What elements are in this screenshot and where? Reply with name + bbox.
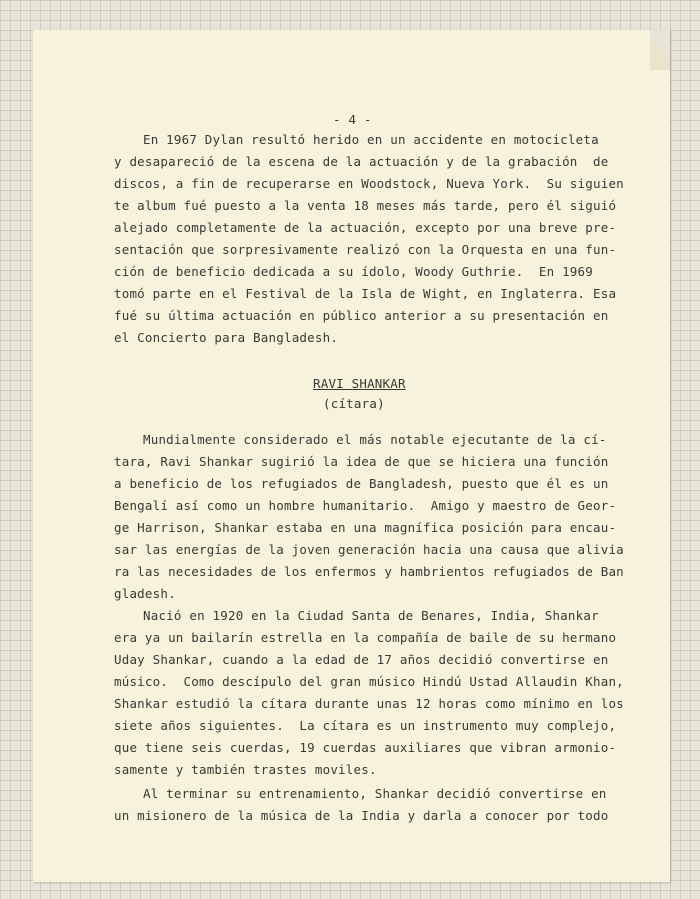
- paragraph-2-line: Bengalí así como un hombre humanitario. Amigo y maestro de Geor-: [114, 498, 617, 513]
- paragraph-1-line: discos, a fin de recuperarse en Woodstock, Nueva York. Su siguien: [114, 176, 624, 191]
- section-title: RAVI SHANKAR: [313, 376, 406, 391]
- document-page: [33, 30, 670, 882]
- paragraph-1-line: sentación que sorpresivamente realizó con la Orquesta en una fun-: [114, 242, 617, 257]
- paragraph-2-line: a beneficio de los refugiados de Bangladesh, puesto que él es un: [114, 476, 609, 491]
- paragraph-2-line: ra las necesidades de los enfermos y hambrientos refugiados de Ban: [114, 564, 624, 579]
- page-corner-fold: [650, 30, 670, 70]
- paragraph-4-line: un misionero de la música de la India y darla a conocer por todo: [114, 808, 609, 823]
- paragraph-3-line: samente y también trastes moviles.: [114, 762, 377, 777]
- page-number: - 4 -: [333, 112, 372, 127]
- paragraph-3-line: Nació en 1920 en la Ciudad Santa de Benares, India, Shankar: [143, 608, 599, 623]
- paragraph-1-line: te album fué puesto a la venta 18 meses más tarde, pero él siguió: [114, 198, 617, 213]
- paragraph-1-line: En 1967 Dylan resultó herido en un accidente en motocicleta: [143, 132, 599, 147]
- section-subtitle: (cítara): [323, 396, 385, 411]
- paragraph-3-line: era ya un bailarín estrella en la compañía de baile de su hermano: [114, 630, 617, 645]
- paragraph-2-line: ge Harrison, Shankar estaba en una magnífica posición para encau-: [114, 520, 617, 535]
- paragraph-2-line: gladesh.: [114, 586, 176, 601]
- paragraph-2-line: sar las energías de la joven generación hacia una causa que alivia: [114, 542, 624, 557]
- paragraph-3-line: siete años siguientes. La cítara es un instrumento muy complejo,: [114, 718, 617, 733]
- paragraph-1-line: alejado completamente de la actuación, excepto por una breve pre-: [114, 220, 617, 235]
- paragraph-2-line: Mundialmente considerado el más notable ejecutante de la cí-: [143, 432, 607, 447]
- paragraph-2-line: tara, Ravi Shankar sugirió la idea de que se hiciera una función: [114, 454, 609, 469]
- paragraph-3-line: que tiene seis cuerdas, 19 cuerdas auxiliares que vibran armonio-: [114, 740, 617, 755]
- paragraph-1-line: tomó parte en el Festival de la Isla de Wight, en Inglaterra. Esa: [114, 286, 617, 301]
- paragraph-4-line: Al terminar su entrenamiento, Shankar decidió convertirse en: [143, 786, 607, 801]
- paragraph-3-line: músico. Como descípulo del gran músico Hindú Ustad Allaudin Khan,: [114, 674, 624, 689]
- paragraph-3-line: Shankar estudió la cítara durante unas 12 horas como mínimo en los: [114, 696, 624, 711]
- paragraph-1-line: el Concierto para Bangladesh.: [114, 330, 339, 345]
- paragraph-1-line: fué su última actuación en público anterior a su presentación en: [114, 308, 609, 323]
- paragraph-1-line: y desapareció de la escena de la actuación y de la grabación de: [114, 154, 609, 169]
- paragraph-3-line: Uday Shankar, cuando a la edad de 17 años decidió convertirse en: [114, 652, 609, 667]
- paragraph-1-line: ción de beneficio dedicada a su ídolo, Woody Guthrie. En 1969: [114, 264, 593, 279]
